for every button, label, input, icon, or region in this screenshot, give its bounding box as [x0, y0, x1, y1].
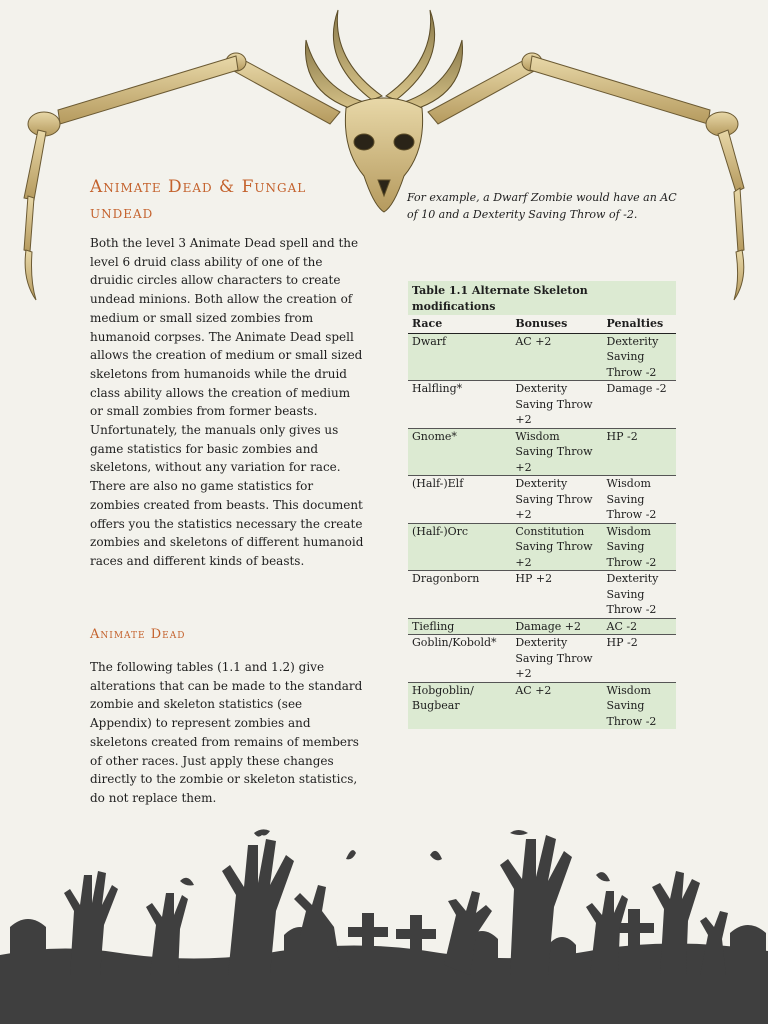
table-row — [408, 381, 676, 429]
zombie-hand-icon — [700, 911, 728, 975]
penalty-cell: HP -2 — [603, 635, 677, 683]
ground-silhouette — [0, 943, 768, 1024]
race-cell: (Half-)Elf — [408, 476, 511, 524]
section-title-line2: undead — [90, 203, 154, 223]
penalty-cell: Wisdom Saving Throw -2 — [603, 476, 677, 524]
bonus-cell: Wisdom Saving Throw +2 — [511, 428, 602, 476]
race-cell: Halfling* — [408, 381, 511, 429]
table-row — [408, 571, 676, 619]
bat-icon — [430, 851, 442, 861]
tombstone-icon — [730, 925, 766, 965]
tombstone-icon — [10, 919, 46, 965]
penalty-cell: Dexterity Saving Throw -2 — [603, 571, 677, 619]
table-header-row — [408, 315, 676, 333]
race-cell: (Half-)Orc — [408, 523, 511, 571]
header-race: Race — [408, 315, 511, 333]
table-caption: Table 1.1 Alternate Skeleton modifications — [408, 281, 676, 315]
bat-icon — [180, 878, 194, 886]
table-row — [408, 428, 676, 476]
penalty-cell: AC -2 — [603, 618, 677, 635]
bat-icon — [510, 830, 528, 835]
race-cell: Gnome* — [408, 428, 511, 476]
example-note: For example, a Dwarf Zombie would have an AC of 10 and a Dexterity Saving Throw of -2. — [407, 191, 677, 221]
bat-icon — [254, 829, 270, 836]
bonus-cell: HP +2 — [511, 571, 602, 619]
table-row — [408, 682, 676, 729]
intro-paragraph: Both the level 3 Animate Dead spell and the level 6 druid class ability of one of the druidic circles allow characters to create undead minions. Both allow the creation of medium or small sized zombies from humanoid corpses. The Animate Dead spell allows the creation of medium or small sized skeletons from humanoids while the druid class ability allows the creation of medium or small zombies from former beasts. Unfortunately, the manuals only gives us game statistics for basic zombies and skeletons, without any variation for race. There are also no game statistics for zombies created from beasts. This document offers you the statistics necessary the create zombies and skeletons of different humanoid races and different kinds of beasts. — [90, 236, 364, 568]
bonus-cell: AC +2 — [511, 333, 602, 381]
subsection-title: Animate Dead — [90, 627, 186, 642]
bonus-cell: Constitution Saving Throw +2 — [511, 523, 602, 571]
table-row — [408, 618, 676, 635]
race-cell: Dwarf — [408, 333, 511, 381]
table-row — [408, 476, 676, 524]
bat-icon — [596, 872, 610, 881]
table-row — [408, 523, 676, 571]
table-row — [408, 333, 676, 381]
bonus-cell: Damage +2 — [511, 618, 602, 635]
section-title-line1: Animate Dead & Fungal — [90, 177, 307, 197]
zombie-graveyard-silhouette — [0, 815, 768, 1024]
bat-icon — [346, 850, 356, 859]
penalty-cell: Wisdom Saving Throw -2 — [603, 682, 677, 729]
table-row — [408, 635, 676, 683]
penalty-cell: Dexterity Saving Throw -2 — [603, 333, 677, 381]
penalty-cell: Wisdom Saving Throw -2 — [603, 523, 677, 571]
penalty-cell: Damage -2 — [603, 381, 677, 429]
bonus-cell: Dexterity Saving Throw +2 — [511, 635, 602, 683]
race-cell: Goblin/Kobold* — [408, 635, 511, 683]
header-bonuses: Bonuses — [511, 315, 602, 333]
race-cell: Dragonborn — [408, 571, 511, 619]
race-cell: Hobgoblin/ Bugbear — [408, 682, 511, 729]
subsection-paragraph: The following tables (1.1 and 1.2) give alterations that can be made to the standard zombie and skeleton statistics (see Appendix) to represent zombies and skeletons created from remains of members of other races. Just apply these changes directly to the zombie or skeleton statistics, do not replace them. — [90, 660, 363, 805]
bonus-cell: Dexterity Saving Throw +2 — [511, 381, 602, 429]
right-skeletal-arm — [428, 53, 744, 300]
alternate-skeleton-table — [408, 281, 676, 729]
header-penalties: Penalties — [603, 315, 677, 333]
skull-horns — [305, 10, 462, 112]
section-title — [90, 174, 370, 226]
tombstone-icon — [548, 937, 576, 965]
race-cell: Tiefling — [408, 618, 511, 635]
penalty-cell: HP -2 — [603, 428, 677, 476]
bonus-cell: AC +2 — [511, 682, 602, 729]
bonus-cell: Dexterity Saving Throw +2 — [511, 476, 602, 524]
